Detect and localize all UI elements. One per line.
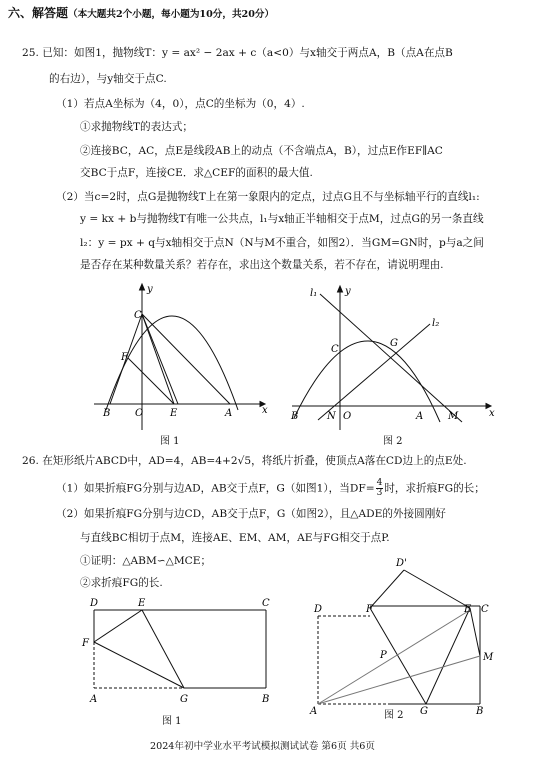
fig1b-label-G: G <box>180 694 188 705</box>
fig2b-fold-FG <box>370 608 426 704</box>
fig1-segment-CE <box>142 314 174 404</box>
fig1-label-O: O <box>135 408 144 419</box>
q26-figure-1 <box>72 594 282 714</box>
fig1-label-E: E <box>170 408 178 419</box>
fig1b-label-D: D <box>90 598 99 609</box>
q26-part2a: ①证明：△ABM∽△MCE； <box>80 555 212 567</box>
fig2-label-B: B <box>291 411 299 422</box>
q26-fraction-num: 4 <box>376 478 383 488</box>
fig1b-label-F: F <box>82 638 89 649</box>
fig2b-label-P: P <box>380 650 387 661</box>
q26-fraction <box>376 479 384 498</box>
page-footer: 2024年初中学业水平考试模拟测试试卷 第6页 共6页 <box>150 741 376 752</box>
fig2b-label-M: M <box>483 652 494 663</box>
fig2-label-x: x <box>489 408 495 419</box>
fig1b-segment-FE <box>94 610 142 642</box>
fig2b-segment-EG <box>426 608 470 704</box>
q25-fig2-caption: 图 2 <box>383 436 403 447</box>
fig1-parabola-T <box>106 316 238 410</box>
fig1-label-y: y <box>147 284 153 295</box>
q26-figure-2 <box>308 556 498 716</box>
q25-figure-2 <box>290 282 500 432</box>
fig2b-segment-AM <box>318 656 480 704</box>
q25-part1b-line2: 交BC于点F，连接CE．求△CEF的面积的最大值. <box>80 167 313 179</box>
q26-part1-pre: （1）如果折痕FG分别与边AD，AB交于点F，G（如图1），当DF= <box>56 482 375 495</box>
q25-line1: 已知：如图1，抛物线T：y = ax² − 2ax + c（a<0）与x轴交于两点A，B（点A在点B <box>42 47 453 59</box>
fig1b-label-A: A <box>90 694 98 705</box>
q25-part2-line4: 是否存在某种数量关系？若存在，求出这个数量关系，若不存在，请说明理由. <box>80 259 444 271</box>
q25-line2: 的右边），与y轴交于点C. <box>49 73 167 85</box>
fig1b-segment-EG <box>142 610 184 688</box>
fig1b-label-E: E <box>138 598 146 609</box>
q26-part2-line2: 与直线BC相切于点M，连接AE、EM、AM，AE与FG相交于点P. <box>80 532 390 544</box>
q25-number: 25. <box>22 47 39 59</box>
fig2-label-O: O <box>343 411 352 422</box>
q25-fig1-caption: 图 1 <box>160 436 180 447</box>
fig1-label-B: B <box>103 408 111 419</box>
q25-part2-line1: （2）当c=2时，点G是抛物线T上在第一象限内的定点，过点G且不与坐标轴平行的直线l₁: <box>56 191 480 203</box>
q25-part2-line3: l₂：y = px + q与x轴相交于点N（N与M不重合，如图2）．当GM=GN时，p与a之间 <box>80 237 484 249</box>
fig2b-label-D1: D' <box>396 558 407 569</box>
fig2b-segment-D1E <box>404 570 470 608</box>
fig2-label-G: G <box>390 338 398 349</box>
fig1-label-x: x <box>262 405 268 416</box>
fig1b-label-B: B <box>262 694 270 705</box>
fig2b-segment-FD1 <box>370 570 404 608</box>
fig2-label-C: C <box>331 344 339 355</box>
fig2-label-l2: l₂ <box>432 318 440 329</box>
q25-part1: （1）若点A坐标为（4，0），点C的坐标为（0，4）. <box>56 98 305 110</box>
fig2b-label-D: D <box>314 604 323 615</box>
fig2b-label-B: B <box>476 706 484 717</box>
fig1b-fold-FG <box>94 642 184 688</box>
q26-fig2-caption: 图 2 <box>384 710 404 721</box>
section-title: 六、解答题 <box>8 6 69 20</box>
section-note: （本大题共2个小题，每小题为10分，共20分） <box>68 9 275 20</box>
q26-fig1-caption: 图 1 <box>162 716 182 727</box>
fig1-label-A: A <box>225 408 233 419</box>
fig2b-label-G: G <box>420 706 428 717</box>
q26-part2-line1: （2）如果折痕FG分别与边CD，AB交于点F，G（如图2），且△ADE的外接圆刚好 <box>56 508 446 520</box>
q25-figure-1 <box>92 282 272 432</box>
q26-part2b: ②求折痕FG的长. <box>80 577 163 589</box>
q26-fraction-den: 3 <box>376 488 383 498</box>
fig1-segment-EF <box>128 358 174 404</box>
q26-number: 26. <box>22 455 39 467</box>
fig2b-segment-EM <box>470 608 480 656</box>
fig2b-label-E: E <box>464 604 472 615</box>
fig1-label-C: C <box>134 310 142 321</box>
fig2b-label-C: C <box>481 604 489 615</box>
fig2b-label-A: A <box>310 706 318 717</box>
fig1b-label-C: C <box>262 598 270 609</box>
fig2b-label-F: F <box>366 604 373 615</box>
q26-part1-post: 时，求折痕FG的长； <box>384 482 485 495</box>
q25-part2-line2: y = kx + b与抛物线T有唯一公共点，l₁与x轴正半轴相交于点M，过点G的另一条直线 <box>80 213 484 225</box>
fig2-parabola-T <box>294 341 440 422</box>
fig2-label-l1: l₁ <box>310 288 318 299</box>
q25-part1a: ①求抛物线T的表达式； <box>80 121 194 133</box>
fig1-label-F: F <box>121 352 128 363</box>
fig2-label-N: N <box>327 411 336 422</box>
q25-part1b-line1: ②连接BC，AC，点E是线段AB上的动点（不含端点A，B），过点E作EF∥AC <box>80 145 443 157</box>
fig2-label-M: M <box>448 411 459 422</box>
q26-line1: 在矩形纸片ABCD中，AD=4，AB=4+2√5，将纸片折叠，使顶点A落在CD边上的点E处. <box>42 455 467 467</box>
fig2-label-A: A <box>416 411 424 422</box>
fig2-label-y: y <box>345 286 351 297</box>
